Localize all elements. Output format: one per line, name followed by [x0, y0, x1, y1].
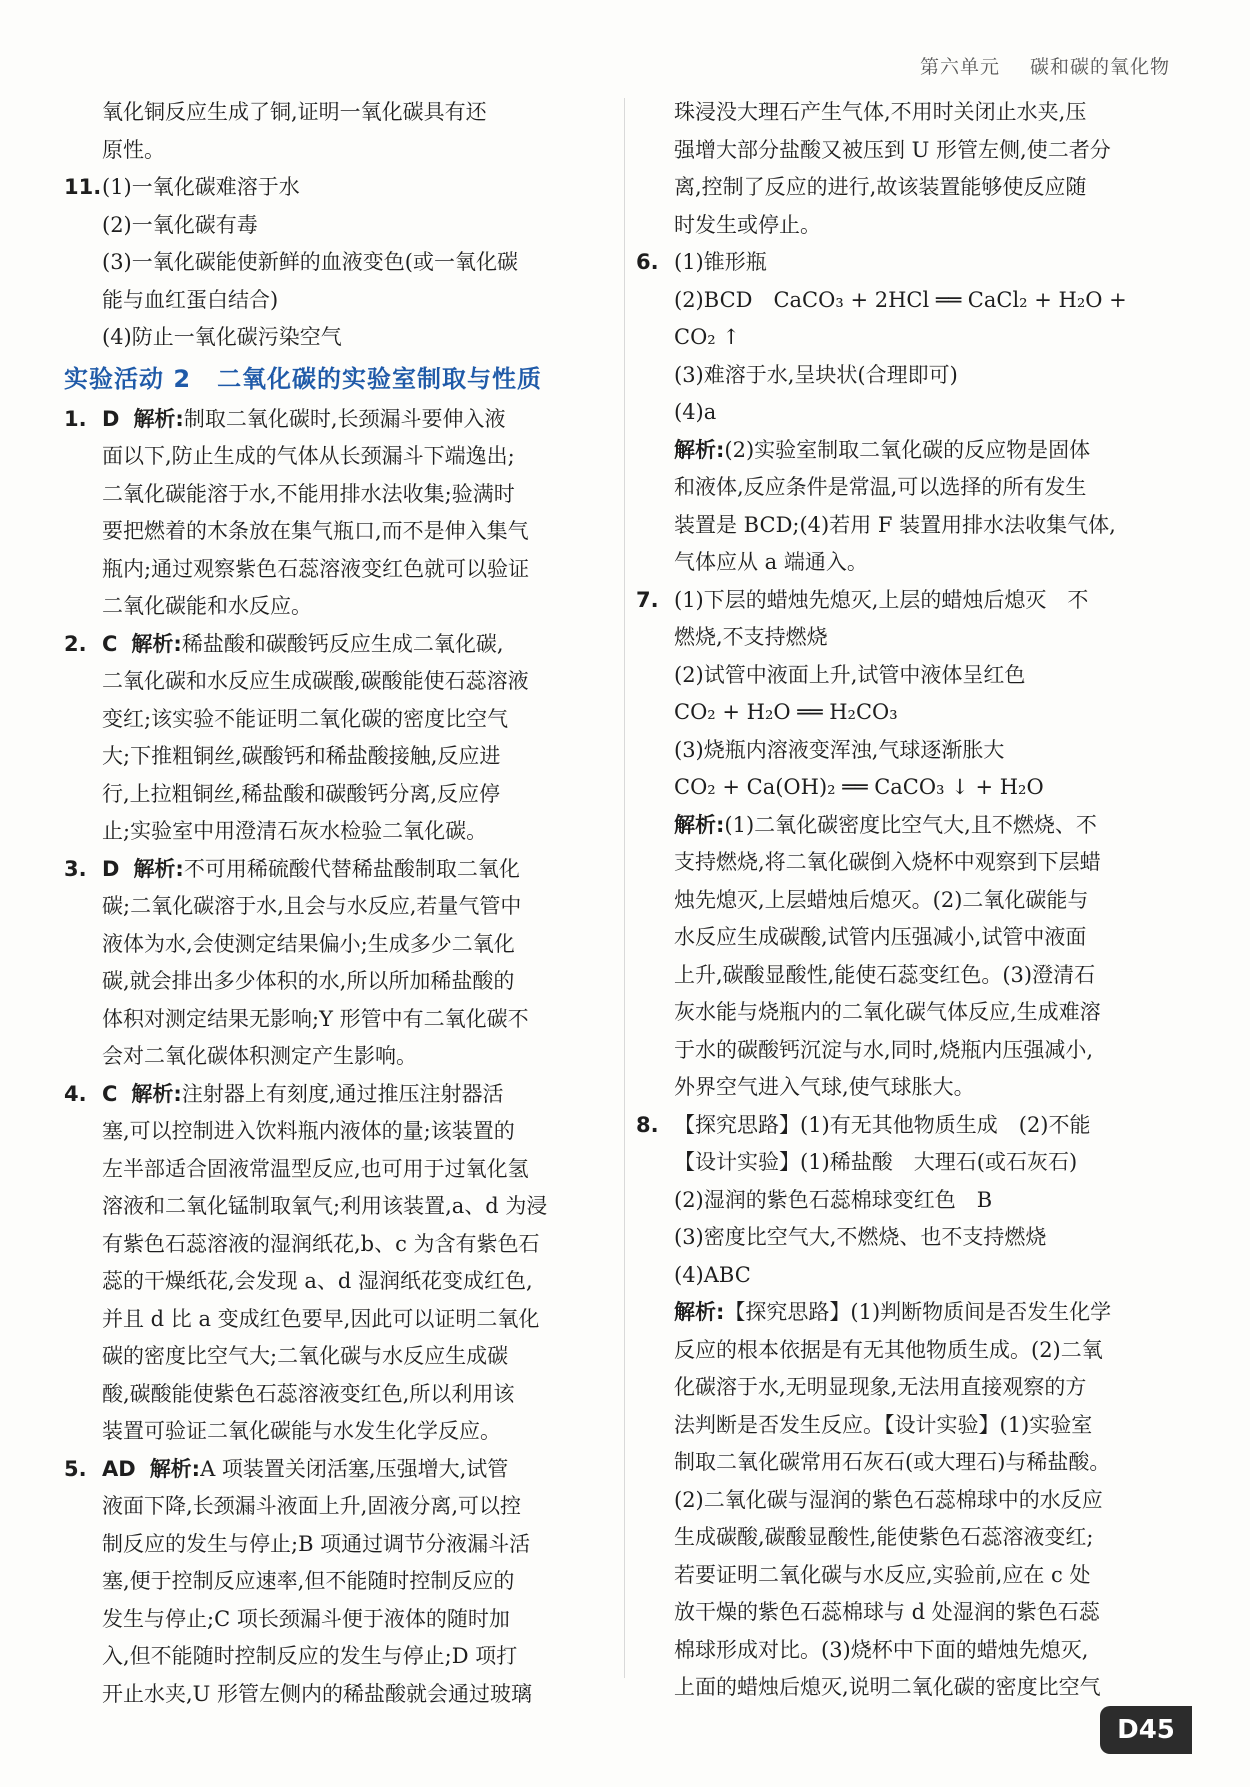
text-line: 上升,碳酸显酸性,能使石蕊变红色。(3)澄清石 [674, 962, 1096, 987]
text-line: (3)难溶于水,呈块状(合理即可) [674, 362, 958, 387]
text-line: (2)一氧化碳有毒 [102, 212, 258, 237]
item-number: 5. [64, 1456, 87, 1481]
text-line: 入,但不能随时控制反应的发生与停止;D 项打 [102, 1644, 518, 1668]
text-line: 装置是 BCD;(4)若用 F 装置用排水法收集气体, [674, 512, 1116, 537]
text-line: (4)ABC [674, 1262, 751, 1287]
item-number: 4. [64, 1081, 87, 1106]
text-line: 强增大部分盐酸又被压到 U 形管左侧,使二者分 [674, 137, 1111, 162]
text-line: 溶液和二氧化锰制取氧气;利用该装置,a、d 为浸 [102, 1194, 548, 1218]
item-number: 11. [64, 175, 102, 199]
text-line: 和液体,反应条件是常温,可以选择的所有发生 [674, 475, 1087, 499]
text-line: A 项装置关闭活塞,压强增大,试管 [200, 1456, 509, 1481]
text-line: 若要证明二氧化碳与水反应,实验前,应在 c 处 [674, 1562, 1091, 1587]
answer-letter: C [102, 631, 118, 656]
answer-letter: C [102, 1081, 118, 1106]
item-number: 3. [64, 856, 87, 881]
text-line: 有紫色石蕊溶液的湿润纸花,b、c 为含有紫色石 [102, 1231, 540, 1256]
text-line: 反应的根本依据是有无其他物质生成。(2)二氧 [674, 1337, 1103, 1362]
analysis-label: 解析: [133, 406, 184, 431]
section-title-number: 实验活动 2 [64, 364, 192, 393]
analysis-label: 解析: [131, 631, 182, 656]
item-number: 2. [64, 631, 87, 656]
page-header [920, 52, 1170, 79]
text-line: 要把燃着的木条放在集气瓶口,而不是伸入集气 [102, 519, 529, 543]
analysis-label: 解析: [131, 1081, 182, 1106]
text-line: 制取二氧化碳常用石灰石(或大理石)与稀盐酸。 [674, 1450, 1111, 1474]
text-line: 蕊的干燥纸花,会发现 a、d 湿润纸花变成红色, [102, 1269, 533, 1293]
item-number: 6. [636, 250, 659, 274]
answer-item-1 [64, 401, 612, 626]
equation-line: CO₂ ↑ [674, 325, 740, 349]
text-line: 支持燃烧,将二氧化碳倒入烧杯中观察到下层蜡 [674, 850, 1101, 874]
text-line: (2)实验室制取二氧化碳的反应物是固体 [724, 437, 1091, 462]
text-line: 并且 d 比 a 变成红色要早,因此可以证明二氧化 [102, 1306, 540, 1331]
equation-line: CO₂ + H₂O ══ H₂CO₃ [674, 700, 898, 724]
text-line: 变红;该实验不能证明二氧化碳的密度比空气 [102, 706, 509, 731]
text-line: 大;下推粗铜丝,碳酸钙和稀盐酸接触,反应进 [102, 744, 501, 768]
carry-over-text [64, 94, 612, 169]
text-line: 行,上拉粗铜丝,稀盐酸和碳酸钙分离,反应停 [102, 781, 501, 806]
text-line: (4)a [674, 400, 717, 424]
text-line: 离,控制了反应的进行,故该装置能够使反应随 [674, 175, 1087, 199]
text-line: (3)一氧化碳能使新鲜的血液变色(或一氧化碳 [102, 250, 518, 274]
text-line: 装置可验证二氧化碳能与水发生化学反应。 [102, 1419, 501, 1443]
section-title [64, 359, 612, 399]
text-line: 开止水夹,U 形管左侧内的稀盐酸就会通过玻璃 [102, 1681, 533, 1706]
text-line: (1)二氧化碳密度比空气大,且不燃烧、不 [724, 812, 1097, 837]
item-number: 7. [636, 587, 659, 612]
text-line: (2)湿润的紫色石蕊棉球变红色 B [674, 1187, 993, 1212]
equation-line: CO₂ + Ca(OH)₂ ══ CaCO₃ ↓ + H₂O [674, 775, 1044, 799]
text-line: 原性。 [102, 137, 165, 162]
text-line: 【探究思路】(1)有无其他物质生成 (2)不能 [674, 1112, 1091, 1137]
text-line: 左半部适合固液常温型反应,也可用于过氧化氢 [102, 1156, 529, 1181]
text-line: 上面的蜡烛后熄灭,说明二氧化碳的密度比空气 [674, 1675, 1101, 1699]
text-line: 【设计实验】(1)稀盐酸 大理石(或石灰石) [674, 1150, 1078, 1174]
analysis-label: 解析: [674, 437, 725, 462]
equation-line: (2)BCD CaCO₃ + 2HCl ══ CaCl₂ + H₂O + [674, 287, 1127, 312]
answer-letter: D [102, 856, 120, 881]
text-line: 碳的密度比空气大;二氧化碳与水反应生成碳 [102, 1344, 509, 1368]
answer-item-6 [636, 244, 1172, 582]
text-line: 时发生或停止。 [674, 212, 821, 237]
answer-letter: AD [102, 1456, 136, 1481]
text-line: 塞,便于控制反应速率,但不能随时控制反应的 [102, 1569, 515, 1593]
text-line: 【探究思路】(1)判断物质间是否发生化学 [724, 1300, 1112, 1324]
answer-item-4 [64, 1076, 612, 1451]
text-line: 外界空气进入气球,使气球胀大。 [674, 1075, 975, 1099]
answer-item-7 [636, 582, 1172, 1107]
item-number: 8. [636, 1112, 659, 1137]
answer-item-11 [64, 169, 612, 357]
text-line: (1)一氧化碳难溶于水 [102, 175, 300, 199]
analysis-label: 解析: [674, 1300, 725, 1324]
column-divider [624, 98, 625, 1678]
carry-over-text [636, 94, 1172, 244]
text-line: (3)烧瓶内溶液变浑浊,气球逐渐胀大 [674, 737, 1005, 762]
text-line: 发生与停止;C 项长颈漏斗便于液体的随时加 [102, 1606, 510, 1631]
text-line: 面以下,防止生成的气体从长颈漏斗下端逸出; [102, 444, 515, 468]
text-line: 烛先熄灭,上层蜡烛后熄灭。(2)二氧化碳能与 [674, 887, 1089, 912]
text-line: (2)二氧化碳与湿润的紫色石蕊棉球中的水反应 [674, 1487, 1103, 1512]
text-line: 注射器上有刻度,通过推压注射器活 [181, 1081, 504, 1106]
text-line: 水反应生成碳酸,试管内压强减小,试管中液面 [674, 925, 1087, 949]
text-line: 放干燥的紫色石蕊棉球与 d 处湿润的紫色石蕊 [674, 1600, 1100, 1624]
text-line: 能与血红蛋白结合) [102, 287, 279, 312]
text-line: 止;实验室中用澄清石灰水检验二氧化碳。 [102, 819, 488, 843]
analysis-label: 解析: [149, 1456, 201, 1481]
text-line: 不可用稀硫酸代替稀盐酸制取二氧化 [183, 856, 520, 881]
answer-item-2 [64, 626, 612, 851]
text-line: 体积对测定结果无影响;Y 形管中有二氧化碳不 [102, 1006, 529, 1031]
answer-item-3 [64, 851, 612, 1076]
text-line: (4)防止一氧化碳污染空气 [102, 325, 342, 349]
text-line: 制反应的发生与停止;B 项通过调节分液漏斗活 [102, 1531, 531, 1556]
section-title-text: 二氧化碳的实验室制取与性质 [217, 364, 543, 393]
page-number-tab [1100, 1706, 1192, 1754]
text-line: 灰水能与烧瓶内的二氧化碳气体反应,生成难溶 [674, 1000, 1101, 1024]
analysis-label: 解析: [133, 856, 184, 881]
text-line: 制取二氧化碳时,长颈漏斗要伸入液 [183, 406, 506, 431]
text-line: 法判断是否发生反应。【设计实验】(1)实验室 [674, 1412, 1093, 1437]
answer-item-8 [636, 1107, 1172, 1707]
text-line: 生成碳酸,碳酸显酸性,能使紫色石蕊溶液变红; [674, 1525, 1094, 1549]
text-line: 于水的碳酸钙沉淀与水,同时,烧瓶内压强减小, [674, 1037, 1094, 1062]
text-line: 碳;二氧化碳溶于水,且会与水反应,若量气管中 [102, 894, 522, 918]
text-line: 化碳溶于水,无明显现象,无法用直接观察的方 [674, 1375, 1087, 1399]
answer-letter: D [102, 406, 120, 431]
text-line: 液面下降,长颈漏斗液面上升,固液分离,可以控 [102, 1494, 522, 1518]
text-line: 燃烧,不支持燃烧 [674, 625, 828, 649]
left-column [64, 94, 612, 1713]
text-line: 稀盐酸和碳酸钙反应生成二氧化碳, [181, 631, 504, 656]
item-number: 1. [64, 406, 87, 431]
page-number: D45 [1117, 1715, 1175, 1745]
text-line: 会对二氧化碳体积测定产生影响。 [102, 1044, 417, 1068]
text-line: 液体为水,会使测定结果偏小;生成多少二氧化 [102, 931, 515, 956]
text-line: 瓶内;通过观察紫色石蕊溶液变红色就可以验证 [102, 556, 530, 581]
text-line: (1)锥形瓶 [674, 250, 767, 274]
text-line: 二氧化碳能溶于水,不能用排水法收集;验满时 [102, 481, 515, 506]
text-line: 珠浸没大理石产生气体,不用时关闭止水夹,压 [674, 100, 1087, 124]
unit-label: 第六单元 [919, 56, 1000, 78]
right-column [636, 94, 1172, 1707]
text-line: (2)试管中液面上升,试管中液体呈红色 [674, 662, 1026, 687]
text-line: 碳,就会排出多少体积的水,所以所加稀盐酸的 [102, 969, 515, 993]
text-line: 二氧化碳和水反应生成碳酸,碳酸能使石蕊溶液 [102, 669, 529, 693]
text-line: 二氧化碳能和水反应。 [102, 594, 312, 618]
text-line: 棉球形成对比。(3)烧杯中下面的蜡烛先熄灭, [674, 1637, 1089, 1662]
text-line: 塞,可以控制进入饮料瓶内液体的量;该装置的 [102, 1119, 515, 1143]
chapter-title: 碳和碳的氧化物 [1029, 56, 1170, 78]
text-line: (3)密度比空气大,不燃烧、也不支持燃烧 [674, 1225, 1047, 1249]
text-line: (1)下层的蜡烛先熄灭,上层的蜡烛后熄灭 不 [674, 587, 1089, 612]
text-line: 酸,碳酸能使紫色石蕊溶液变红色,所以利用该 [102, 1381, 515, 1406]
analysis-label: 解析: [674, 812, 725, 837]
text-line: 气体应从 a 端通入。 [674, 550, 868, 574]
answer-item-5 [64, 1451, 612, 1714]
text-line: 氧化铜反应生成了铜,证明一氧化碳具有还 [102, 100, 487, 124]
